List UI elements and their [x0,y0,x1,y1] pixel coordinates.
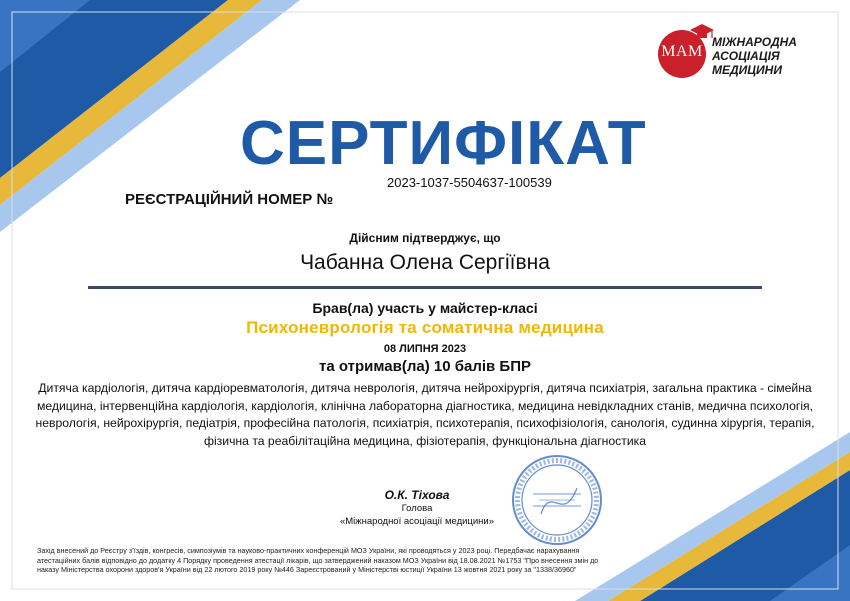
official-stamp [511,454,603,546]
logo-line-2: АСОЦІАЦІЯ [712,49,780,63]
event-date: 08 ЛИПНЯ 2023 [383,343,467,355]
participation-text: Брав(ла) участь у майстер-класі [312,300,538,316]
logo-line-1: МІЖНАРОДНА [712,35,797,49]
logo-line-3: МЕДИЦИНИ [712,63,782,77]
divider [88,286,762,289]
registration-label: РЕЄСТРАЦІЙНИЙ НОМЕР № [125,191,334,208]
legal-footnote: Захід внесений до Реєстру з’їздів, конгресів, симпозіумів та науково-практичних конференцій МОЗ України, які проводяться у 2023 році. Передбачає нарахування атестаційних балів відповідно до додатку 4 Порядку проведення атестації лікарів, що затверджений наказом МОЗ України від 18.08.2021 №1753 "Про внесення змін до наказу Міністерства охорони здоров'я України від 22 лютого 2019 року №446 Зареєстрований у Міністерстві юстиції України 13 жовтня 2021 року за "1338/36960" [37,546,599,575]
signatory-role: Голова [401,503,433,514]
logo-abbreviation: МАМ [661,43,703,60]
signatory-organization: «Міжнародної асоціації медицини» [339,516,495,527]
specialties-list: Дитяча кардіологія, дитяча кардіоревматологія, дитяча неврологія, дитяча нейрохірургія, дитяча психіатрія, загальна практика - сімейна медицина, інтервенційна кардіологія, кардіологія, клінічна лабораторна діагностика, медицина невідкладних станів, медична психологія, неврологія, нейрохірургія, педіатрія, професійна патологія, психіатрія, психотерапія, психофізіологія, санологія, судинна хірургія, терапія, фізична та реабілітаційна медицина, фізіотерапія, функціональна діагностика [35,381,815,448]
registration-number: 2023-1037-5504637-100539 [387,175,552,190]
course-title: Психоневрологія та соматична медицина [246,318,604,337]
logo-org-name [712,35,822,77]
confirmation-text: Дійсним підтверджує, що [349,231,501,245]
organization-logo [658,22,818,88]
recipient-name: Чабанна Олена Сергіївна [300,251,550,274]
signatory-name: О.К. Тіхова [384,488,450,502]
certificate-title: СЕРТИФІКАТ [240,109,647,178]
points-text: та отримав(ла) 10 балів БПР [319,358,531,375]
